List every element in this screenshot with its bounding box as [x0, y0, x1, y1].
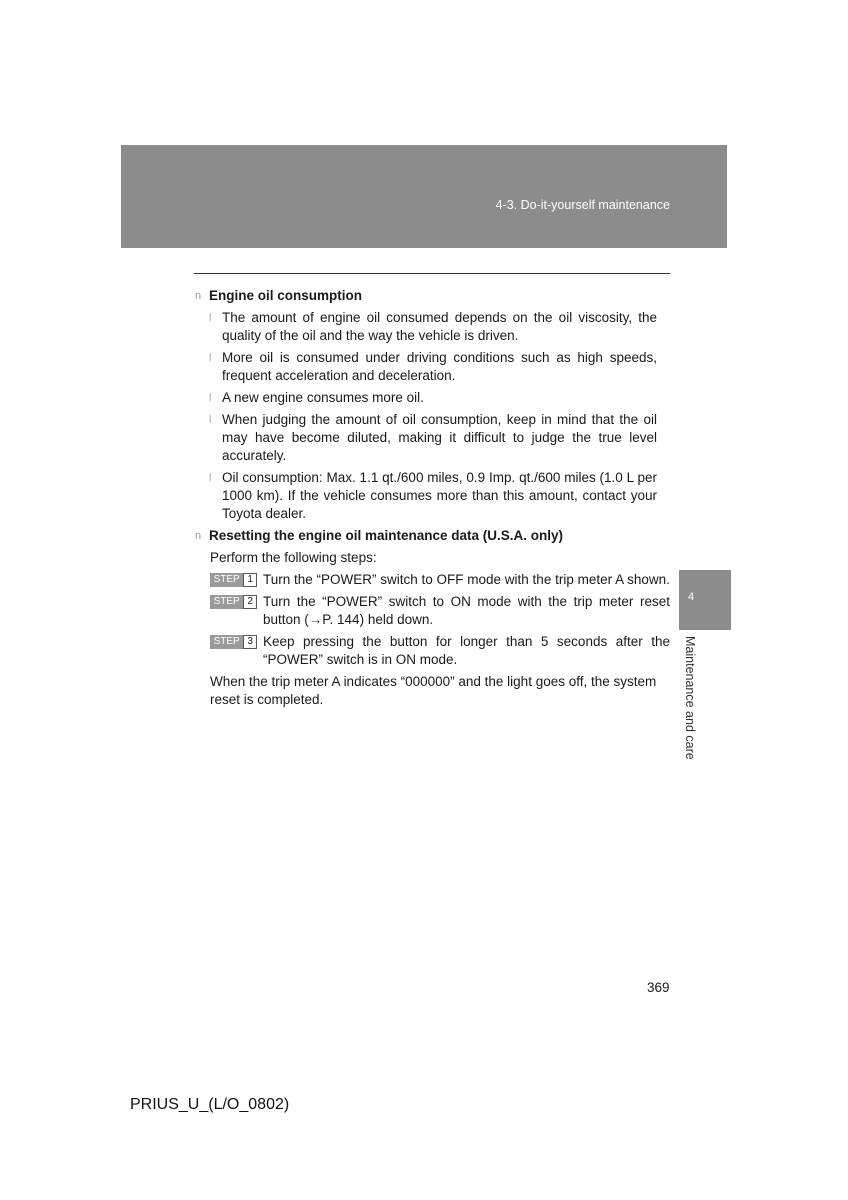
section-heading [195, 287, 670, 305]
top-rule [194, 273, 670, 274]
section-marker: n [195, 530, 202, 542]
section-marker: n [195, 290, 202, 302]
list-item [209, 349, 670, 385]
list-item [209, 469, 670, 523]
document-code: PRIUS_U_(L/O_0802) [130, 1096, 290, 1113]
step-item [210, 571, 670, 589]
list-item-text: The amount of engine oil consumed depends on the oil viscosity, the quality of the oil and the way the vehicle is driven. [222, 310, 657, 343]
list-item-text: More oil is consumed under driving conditions such as high speeds, frequent acceleration and deceleration. [222, 350, 657, 383]
step-item [210, 633, 670, 669]
header-band [121, 145, 727, 248]
section-title: Resetting the engine oil maintenance data (U.S.A. only) [209, 528, 564, 543]
bullet-marker: l [209, 352, 212, 364]
chapter-number: 4 [688, 591, 695, 603]
bullet-marker: l [209, 414, 212, 426]
intro-paragraph: Perform the following steps: [210, 550, 377, 565]
step-text: Turn the “POWER” switch to ON mode with the trip meter reset button (→P. 144) held down. [263, 594, 670, 627]
list-item-text: A new engine consumes more oil. [222, 390, 424, 405]
step-badge [210, 573, 257, 587]
main-content [195, 287, 670, 713]
step-label: STEP [210, 573, 243, 587]
bullet-marker: l [209, 472, 212, 484]
step-number: 2 [243, 595, 257, 609]
step-number: 3 [243, 635, 257, 649]
section-heading [195, 527, 670, 545]
bullet-marker: l [209, 392, 212, 404]
list-item [209, 309, 670, 345]
outro-paragraph: When the trip meter A indicates “000000” and the light goes off, the system reset is completed. [210, 674, 657, 707]
step-label: STEP [210, 595, 243, 609]
section-title: Engine oil consumption [209, 288, 362, 303]
bullet-marker: l [209, 312, 212, 324]
page-number: 369 [647, 980, 670, 995]
step-item [210, 593, 670, 629]
step-text: Turn the “POWER” switch to OFF mode with the trip meter A shown. [263, 572, 670, 587]
chapter-tab [679, 570, 731, 630]
section-header-title: 4-3. Do-it-yourself maintenance [495, 198, 670, 212]
list-item-text: Oil consumption: Max. 1.1 qt./600 miles, 0.9 Imp. qt./600 miles (1.0 L per 1000 km). If the vehicle consumes more than this amount, contact your Toyota dealer. [222, 470, 657, 521]
chapter-label: Maintenance and care [683, 636, 697, 760]
list-item [209, 389, 670, 407]
list-item [209, 411, 670, 465]
step-label: STEP [210, 635, 243, 649]
list-item-text: When judging the amount of oil consumption, keep in mind that the oil may have become diluted, making it difficult to judge the true level accurately. [222, 412, 657, 463]
step-number: 1 [243, 573, 257, 587]
step-badge [210, 635, 257, 649]
step-badge [210, 595, 257, 609]
step-text: Keep pressing the button for longer than 5 seconds after the “POWER” switch is in ON mode. [263, 634, 670, 667]
